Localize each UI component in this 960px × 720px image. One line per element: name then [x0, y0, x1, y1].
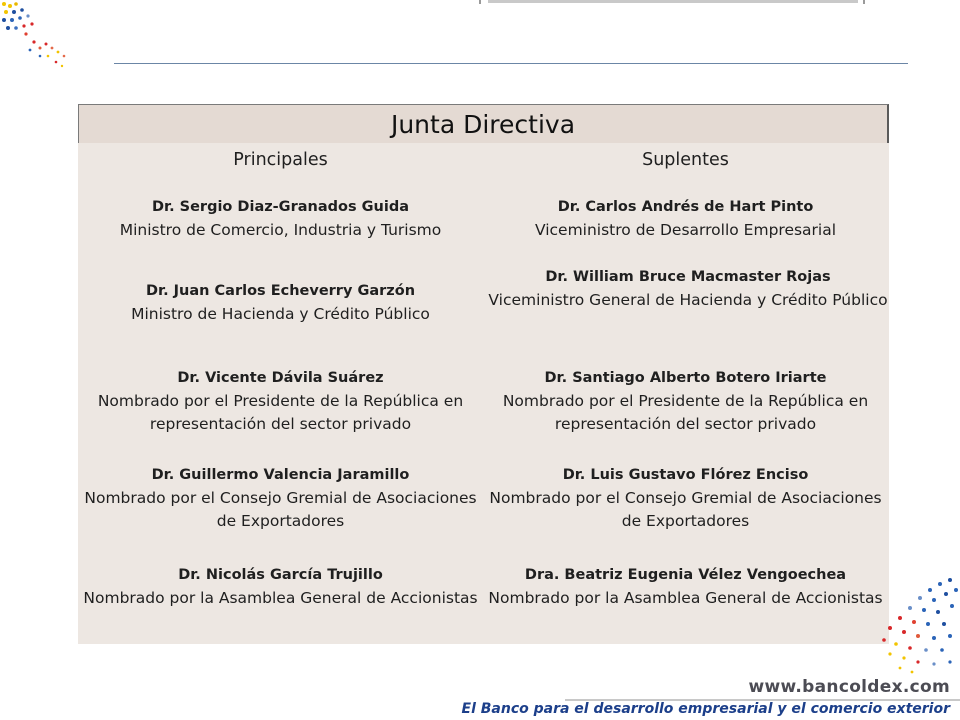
member-name: Dr. Santiago Alberto Botero Iriarte	[544, 370, 827, 386]
board-table	[78, 104, 889, 644]
principal-entry	[78, 280, 483, 326]
member-role: Nombrado por el Consejo Gremial de Asociaciones de Exportadores	[489, 489, 882, 530]
principal-entry	[78, 564, 483, 610]
suplente-entry	[483, 564, 888, 610]
footer-url: www.bancoldex.com	[748, 677, 950, 697]
top-tick	[863, 0, 865, 4]
principal-entry	[78, 196, 483, 242]
header-divider	[114, 63, 908, 64]
member-role: Nombrado por la Asamblea General de Accionistas	[83, 589, 478, 607]
suplente-entry	[483, 464, 888, 533]
member-role: Ministro de Hacienda y Crédito Público	[131, 305, 430, 323]
principal-entry	[78, 464, 483, 533]
principal-entry	[78, 367, 483, 436]
member-name: Dra. Beatriz Eugenia Vélez Vengoechea	[524, 567, 847, 583]
member-role: Nombrado por el Presidente de la República en representación del sector privado	[502, 392, 869, 433]
member-name: Dr. Vicente Dávila Suárez	[177, 370, 384, 386]
member-name: Dr. Sergio Diaz-Granados Guida	[151, 199, 410, 215]
member-name: Dr. Nicolás García Trujillo	[178, 567, 383, 583]
member-role: Nombrado por el Presidente de la República en representación del sector privado	[97, 392, 464, 433]
member-role: Nombrado por la Asamblea General de Accionistas	[488, 589, 883, 607]
globe-dots-decoration	[860, 570, 960, 680]
member-name: Dr. Carlos Andrés de Hart Pinto	[557, 199, 814, 215]
board-title: Junta Directiva	[78, 104, 889, 143]
top-tick	[479, 0, 481, 4]
top-bar	[488, 0, 858, 3]
member-name: Dr. Guillermo Valencia Jaramillo	[151, 467, 410, 483]
corner-dots-decoration	[0, 0, 80, 80]
member-role: Ministro de Comercio, Industria y Turismo	[119, 221, 442, 239]
column-header-suplentes: Suplentes	[642, 150, 729, 170]
member-role: Viceministro de Desarrollo Empresarial	[534, 221, 837, 239]
footer-tagline: El Banco para el desarrollo empresarial y el comercio exterior	[461, 701, 950, 717]
suplente-entry	[488, 266, 888, 312]
member-name: Dr. William Bruce Macmaster Rojas	[545, 269, 831, 285]
suplente-entry	[483, 196, 888, 242]
member-name: Dr. Luis Gustavo Flórez Enciso	[562, 467, 809, 483]
suplente-entry	[483, 367, 888, 436]
member-role: Viceministro General de Hacienda y Crédito Público	[488, 291, 888, 309]
column-header-principales: Principales	[233, 150, 328, 170]
member-name: Dr. Juan Carlos Echeverry Garzón	[145, 283, 416, 299]
member-role: Nombrado por el Consejo Gremial de Asociaciones de Exportadores	[84, 489, 477, 530]
